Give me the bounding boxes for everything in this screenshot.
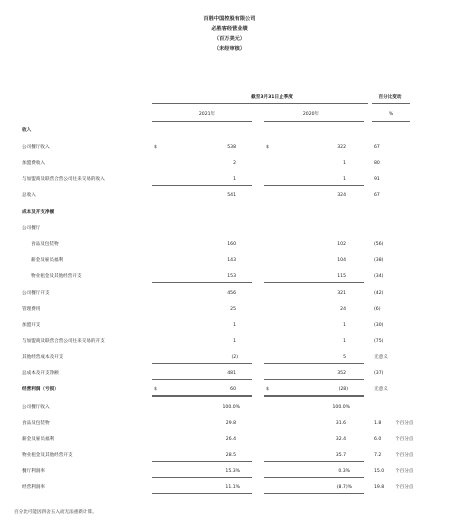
value-2020: 102 <box>337 242 346 247</box>
rule <box>264 379 364 380</box>
value-2020: 100.0% <box>332 405 350 410</box>
currency-sign: $ <box>266 387 269 392</box>
period-underline <box>152 103 368 104</box>
value-2020: 115 <box>337 274 346 279</box>
value-2021: 25 <box>230 307 236 312</box>
column-pct: % <box>388 112 394 117</box>
rule <box>152 363 252 364</box>
value-unit: 个百分点 <box>395 453 414 458</box>
row-label: 成本及开支净额 <box>22 210 55 215</box>
value-change: (38) <box>374 258 384 263</box>
value-change: (75) <box>374 339 384 344</box>
header-rule-2020 <box>264 121 364 122</box>
value-change: 无意义 <box>374 387 388 392</box>
value-change: (56) <box>374 242 384 247</box>
header-rule-2021 <box>152 121 252 122</box>
row-label: 物业租金及其他经营开支 <box>31 274 82 279</box>
row-label: 食品及包装物 <box>22 421 50 426</box>
value-2020: 0.3% <box>338 469 350 474</box>
row-label: 与加盟商及联营合营公司往来交易的开支 <box>22 339 105 344</box>
change-underline <box>372 103 410 104</box>
header-company: 百胜中国控股有限公司 <box>203 16 256 22</box>
value-2021: 11.1% <box>225 485 240 490</box>
value-2021: 153 <box>227 274 236 279</box>
value-unit: 个百分点 <box>395 485 414 490</box>
value-2020: 5 <box>343 355 346 360</box>
rule <box>264 363 364 364</box>
row-label: 薪金及雇员福利 <box>22 437 55 442</box>
value-2020: 1 <box>343 339 346 344</box>
value-2021: (2) <box>231 355 238 360</box>
value-2021: 1 <box>233 323 236 328</box>
currency-sign: $ <box>154 387 157 392</box>
rule <box>152 461 252 462</box>
double-rule <box>152 395 252 397</box>
row-label: 其他经营成本及开支 <box>22 355 64 360</box>
row-label: 经营利润（亏损） <box>22 387 59 392</box>
value-unit: 个百分点 <box>395 421 414 426</box>
row-label: 经营利润率 <box>22 485 45 490</box>
row-label: 管理费用 <box>22 307 41 312</box>
value-2020: 1 <box>343 323 346 328</box>
value-change: (34) <box>374 274 384 279</box>
value-change: 6.0 <box>374 437 382 442</box>
value-change: 67 <box>374 145 380 150</box>
currency-sign: $ <box>266 145 269 150</box>
rule <box>264 461 364 462</box>
value-2021: 456 <box>227 291 236 296</box>
row-label: 公司餐厅开支 <box>22 291 50 296</box>
row-label: 加盟开支 <box>22 323 41 328</box>
row-label: 食品及包装物 <box>31 242 59 247</box>
value-unit: 个百分点 <box>395 469 414 474</box>
header-audit: （未经审核） <box>213 46 246 52</box>
row-label: 公司餐厅收入 <box>22 405 50 410</box>
value-2020: (8.7)% <box>336 485 352 490</box>
value-2021: 28.5 <box>225 453 236 458</box>
value-2020: 352 <box>337 371 346 376</box>
value-2021: 26.4 <box>225 437 236 442</box>
value-2020: 32.4 <box>335 437 346 442</box>
footnote: 百分比可能因四舍五入而无法重新计算。 <box>14 510 97 515</box>
rule <box>264 493 364 494</box>
value-2021: 29.8 <box>225 421 236 426</box>
value-change: (6) <box>374 307 381 312</box>
value-2020: 321 <box>337 291 346 296</box>
value-change: 1.8 <box>374 421 382 426</box>
value-2021: 160 <box>227 242 236 247</box>
header-statement: 必胜客经营业绩 <box>211 26 248 32</box>
value-change: 7.2 <box>374 453 382 458</box>
value-change: 19.8 <box>374 485 385 490</box>
row-label: 餐厅利润率 <box>22 469 45 474</box>
value-change: 80 <box>374 161 380 166</box>
rule <box>152 185 252 186</box>
value-change: (30) <box>374 323 384 328</box>
row-label: 总收入 <box>22 193 36 198</box>
rule <box>152 379 252 380</box>
value-2020: 24 <box>340 307 346 312</box>
value-2020: 104 <box>337 258 346 263</box>
currency-sign: $ <box>154 145 157 150</box>
row-label: 加盟费收入 <box>22 161 45 166</box>
rule <box>152 493 252 494</box>
row-label: 与加盟商及联营合营公司往来交易的收入 <box>22 177 105 182</box>
value-change: (42) <box>374 291 384 296</box>
column-change: 百分比变动 <box>378 95 402 100</box>
value-2020: 31.6 <box>335 421 346 426</box>
column-2021: 2021年 <box>198 112 216 117</box>
value-2020: 35.7 <box>335 453 346 458</box>
value-2020: 1 <box>343 177 346 182</box>
row-label: 公司餐厅收入 <box>22 145 50 150</box>
value-2021: 60 <box>230 387 236 392</box>
value-change: 91 <box>374 177 380 182</box>
value-2020: 324 <box>337 193 346 198</box>
header-rule-pct <box>372 121 410 122</box>
rule <box>152 477 252 478</box>
value-2021: 541 <box>227 193 236 198</box>
value-change: 67 <box>374 193 380 198</box>
value-change: (37) <box>374 371 384 376</box>
header-unit: （百万美元） <box>213 36 246 42</box>
value-2020: (28) <box>338 387 348 392</box>
value-2020: 1 <box>343 161 346 166</box>
value-change: 15.0 <box>374 469 385 474</box>
value-2020: 322 <box>337 145 346 150</box>
value-2021: 538 <box>227 145 236 150</box>
value-2021: 481 <box>227 371 236 376</box>
value-2021: 1 <box>233 177 236 182</box>
value-2021: 15.3% <box>225 469 240 474</box>
double-rule <box>264 395 364 397</box>
row-label: 总成本及开支净额 <box>22 371 59 376</box>
row-label: 薪金及雇员福利 <box>31 258 64 263</box>
column-period: 截至3月31日止季度 <box>251 95 293 100</box>
value-2021: 1 <box>233 339 236 344</box>
column-2020: 2020年 <box>302 112 320 117</box>
row-label: 公司餐厅 <box>22 226 41 231</box>
rule <box>264 282 364 283</box>
row-label: 收入 <box>22 128 32 133</box>
value-2021: 2 <box>233 161 236 166</box>
value-unit: 个百分点 <box>395 437 414 442</box>
value-2021: 143 <box>227 258 236 263</box>
value-2021: 100.0% <box>222 405 240 410</box>
rule <box>264 185 364 186</box>
rule <box>264 477 364 478</box>
rule <box>152 282 252 283</box>
value-change: 无意义 <box>374 355 388 360</box>
row-label: 物业租金及其他经营开支 <box>22 453 73 458</box>
